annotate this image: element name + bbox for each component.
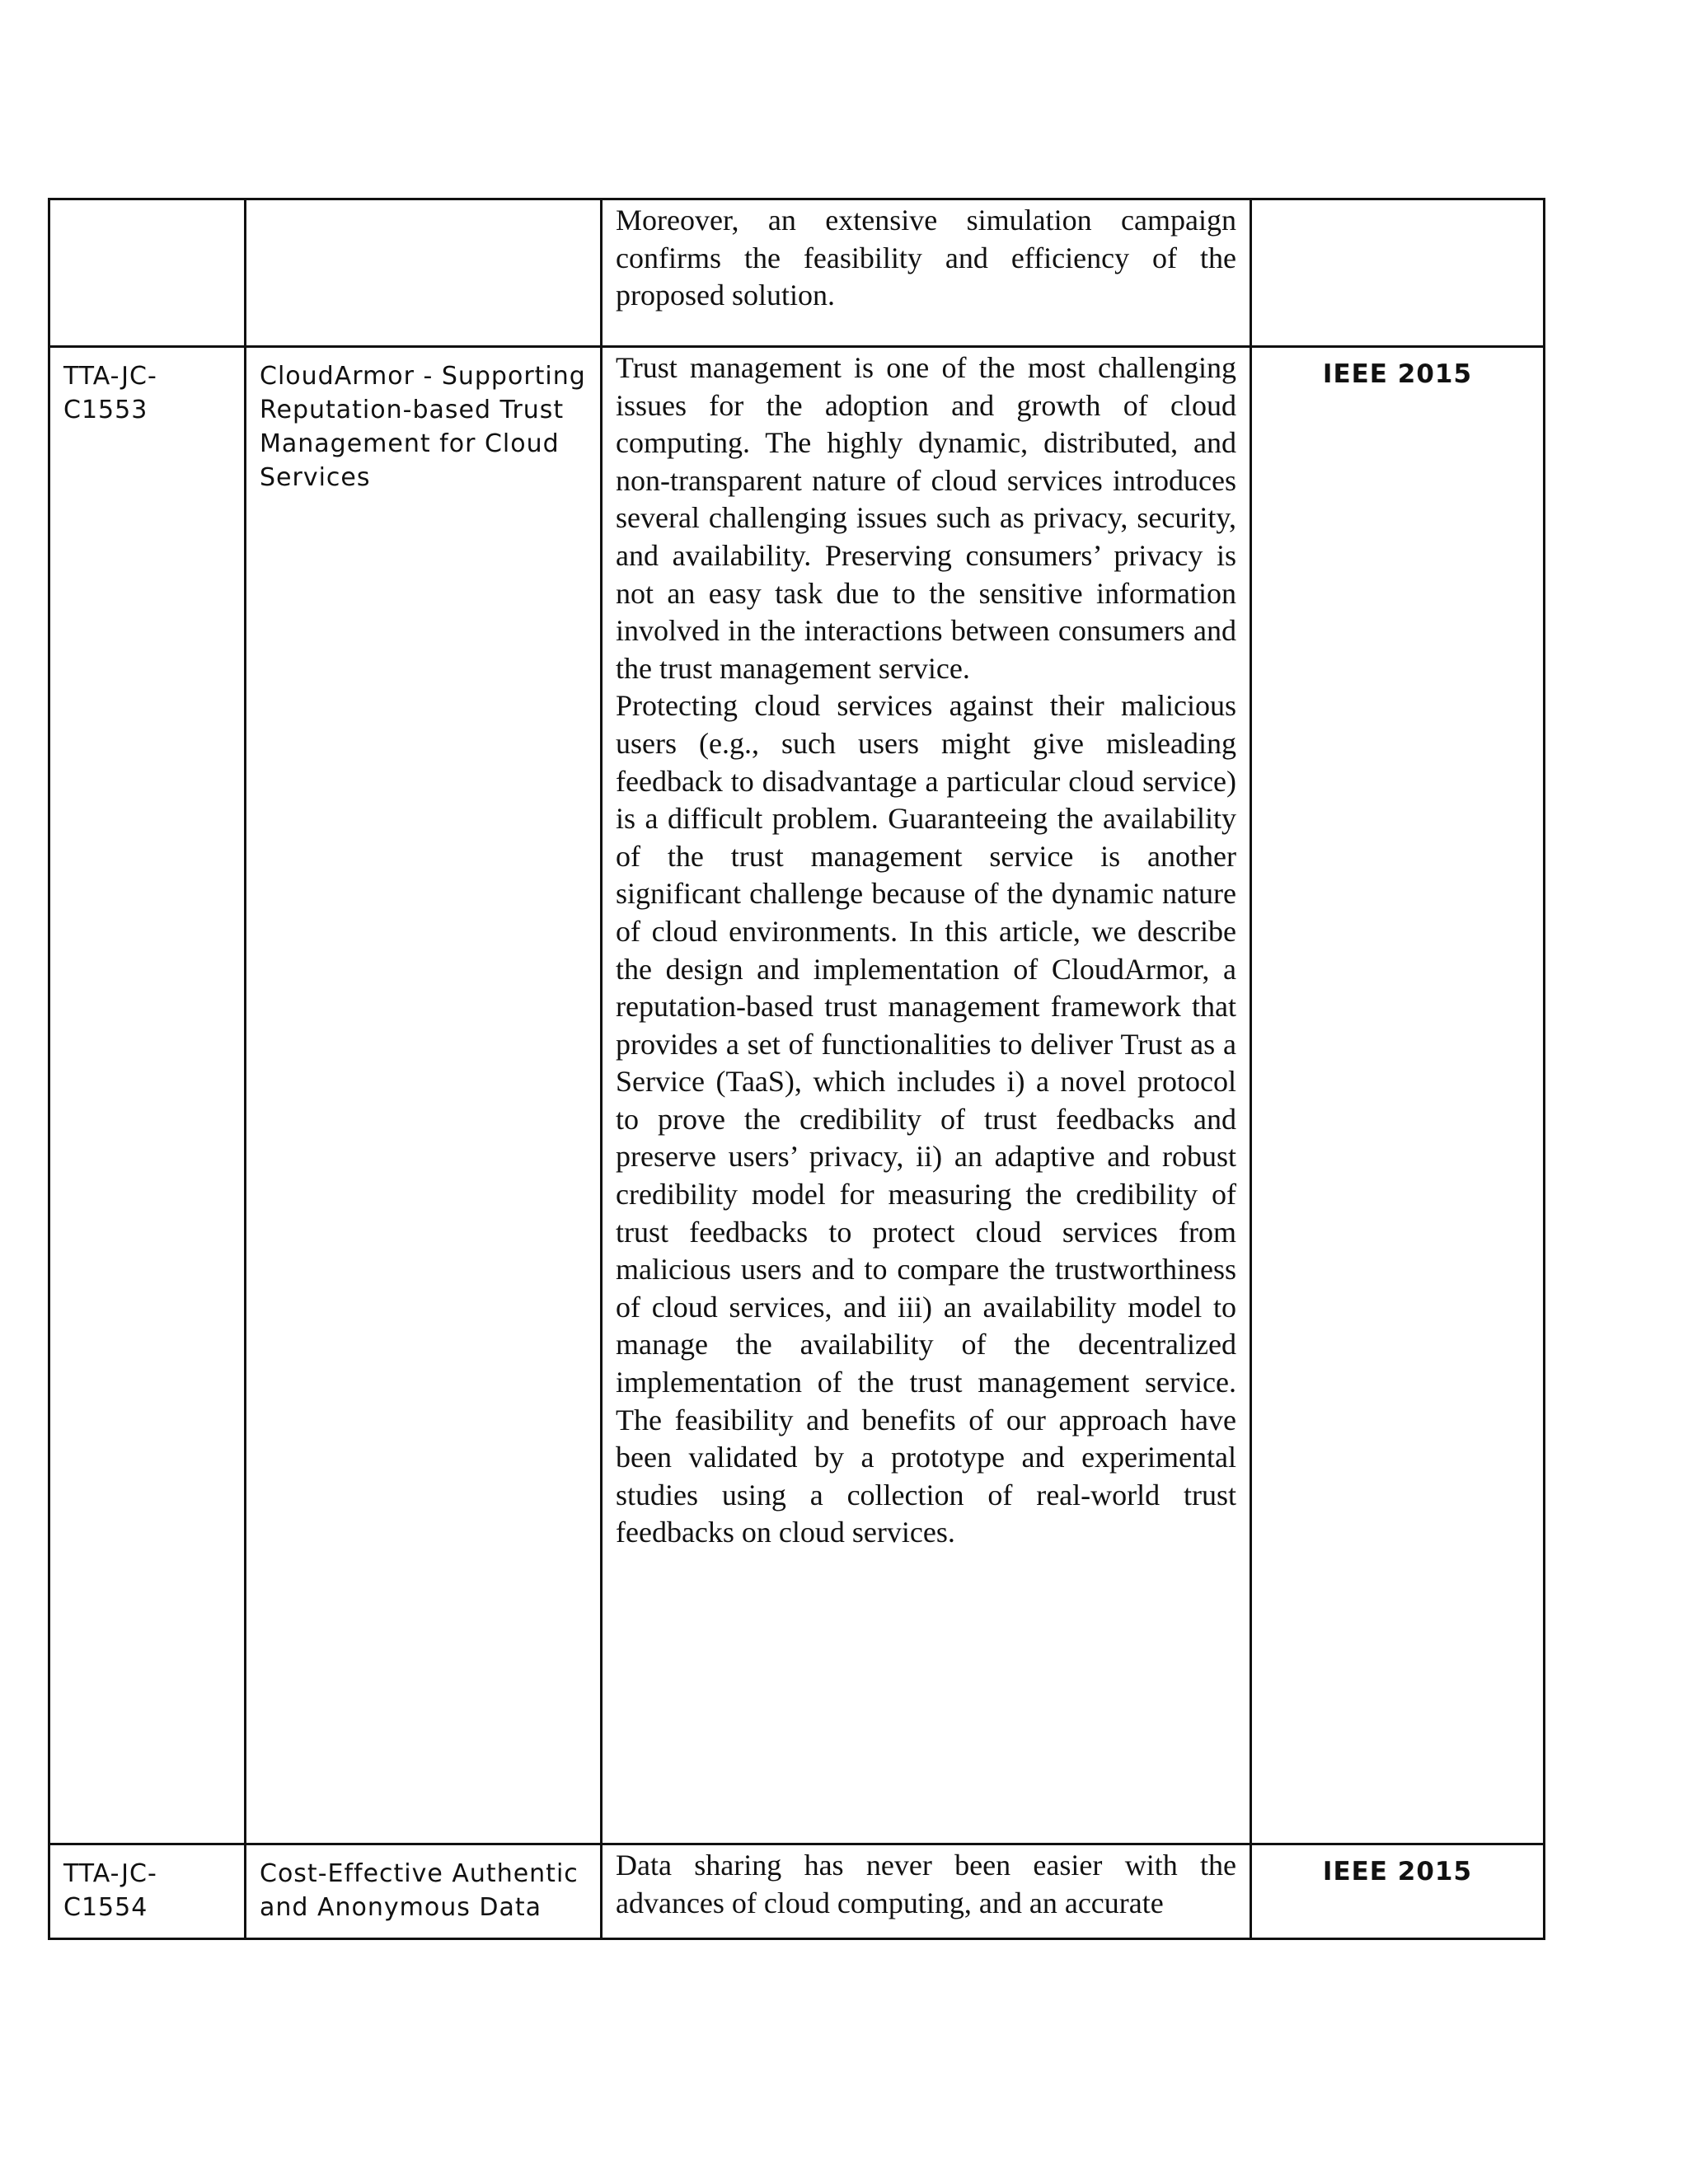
project-id-cell [49, 199, 246, 347]
project-title [246, 200, 600, 212]
publication-year: IEEE 2015 [1322, 359, 1473, 389]
project-title-cell [246, 347, 602, 1844]
project-table [48, 198, 1545, 1940]
project-id: TTA-JC-C1554 [63, 1859, 157, 1922]
abstract-paragraph: Data sharing has never been easier with the advances of cloud computing, and an accurate [616, 1849, 1236, 1919]
abstract-text [603, 1845, 1250, 1922]
project-id-cell [49, 347, 246, 1844]
abstract-paragraph: Moreover, an extensive simulation campaign confirms the feasibility and efficiency of the proposed solution. [616, 204, 1236, 312]
year-cell [1251, 347, 1545, 1844]
project-title-cell [246, 199, 602, 347]
table-row [49, 1844, 1545, 1939]
publication-year: IEEE 2015 [1322, 1857, 1473, 1886]
project-id [50, 200, 244, 212]
abstract-cell [602, 347, 1251, 1844]
project-title-cell [246, 1844, 602, 1939]
abstract-text [603, 200, 1250, 315]
abstract-cell [602, 1844, 1251, 1939]
table-row [49, 347, 1545, 1844]
project-id-cell [49, 1844, 246, 1939]
project-title: CloudArmor - Supporting Reputation-based Trust Management for Cloud Services [260, 362, 586, 492]
table-row [49, 199, 1545, 347]
abstract-paragraph: Protecting cloud services against their malicious users (e.g., such users might give misleading feedback to disadvantage a particular cloud service) is a difficult problem. Guaranteeing the availability of the trust management service is another significant challenge because of the dynamic nature of cloud environments. In this article, we describe the design and implementation of CloudArmor, a reputation-based trust management framework that provides a set of functionalities to deliver Trust as a Service (TaaS), which includes i) a novel protocol to prove the credibility of trust feedbacks and preserve users’ privacy, ii) an adaptive and robust credibility model for measuring the credibility of trust feedbacks to protect cloud services from malicious users and to compare the trustworthiness of cloud services, and iii) an availability model to manage the availability of the decentralized implementation of the trust management service. The feasibility and benefits of our approach have been validated by a prototype and experimental studies using a collection of real-world trust feedbacks on cloud services. [616, 689, 1236, 1549]
abstract-paragraph: Trust management is one of the most challenging issues for the adoption and growth of cloud computing. The highly dynamic, distributed, and non-transparent nature of cloud services introduces several challenging issues such as privacy, security, and availability. Preserving consumers’ privacy is not an easy task due to the sensitive information involved in the interactions between consumers and the trust management service. [616, 351, 1236, 685]
year-cell [1251, 199, 1545, 347]
project-id: TTA-JC-C1553 [63, 362, 157, 424]
abstract-cell [602, 199, 1251, 347]
year-cell [1251, 1844, 1545, 1939]
project-title: Cost-Effective Authentic and Anonymous Data [260, 1859, 579, 1922]
publication-year [1252, 200, 1543, 210]
abstract-text [603, 348, 1250, 1552]
